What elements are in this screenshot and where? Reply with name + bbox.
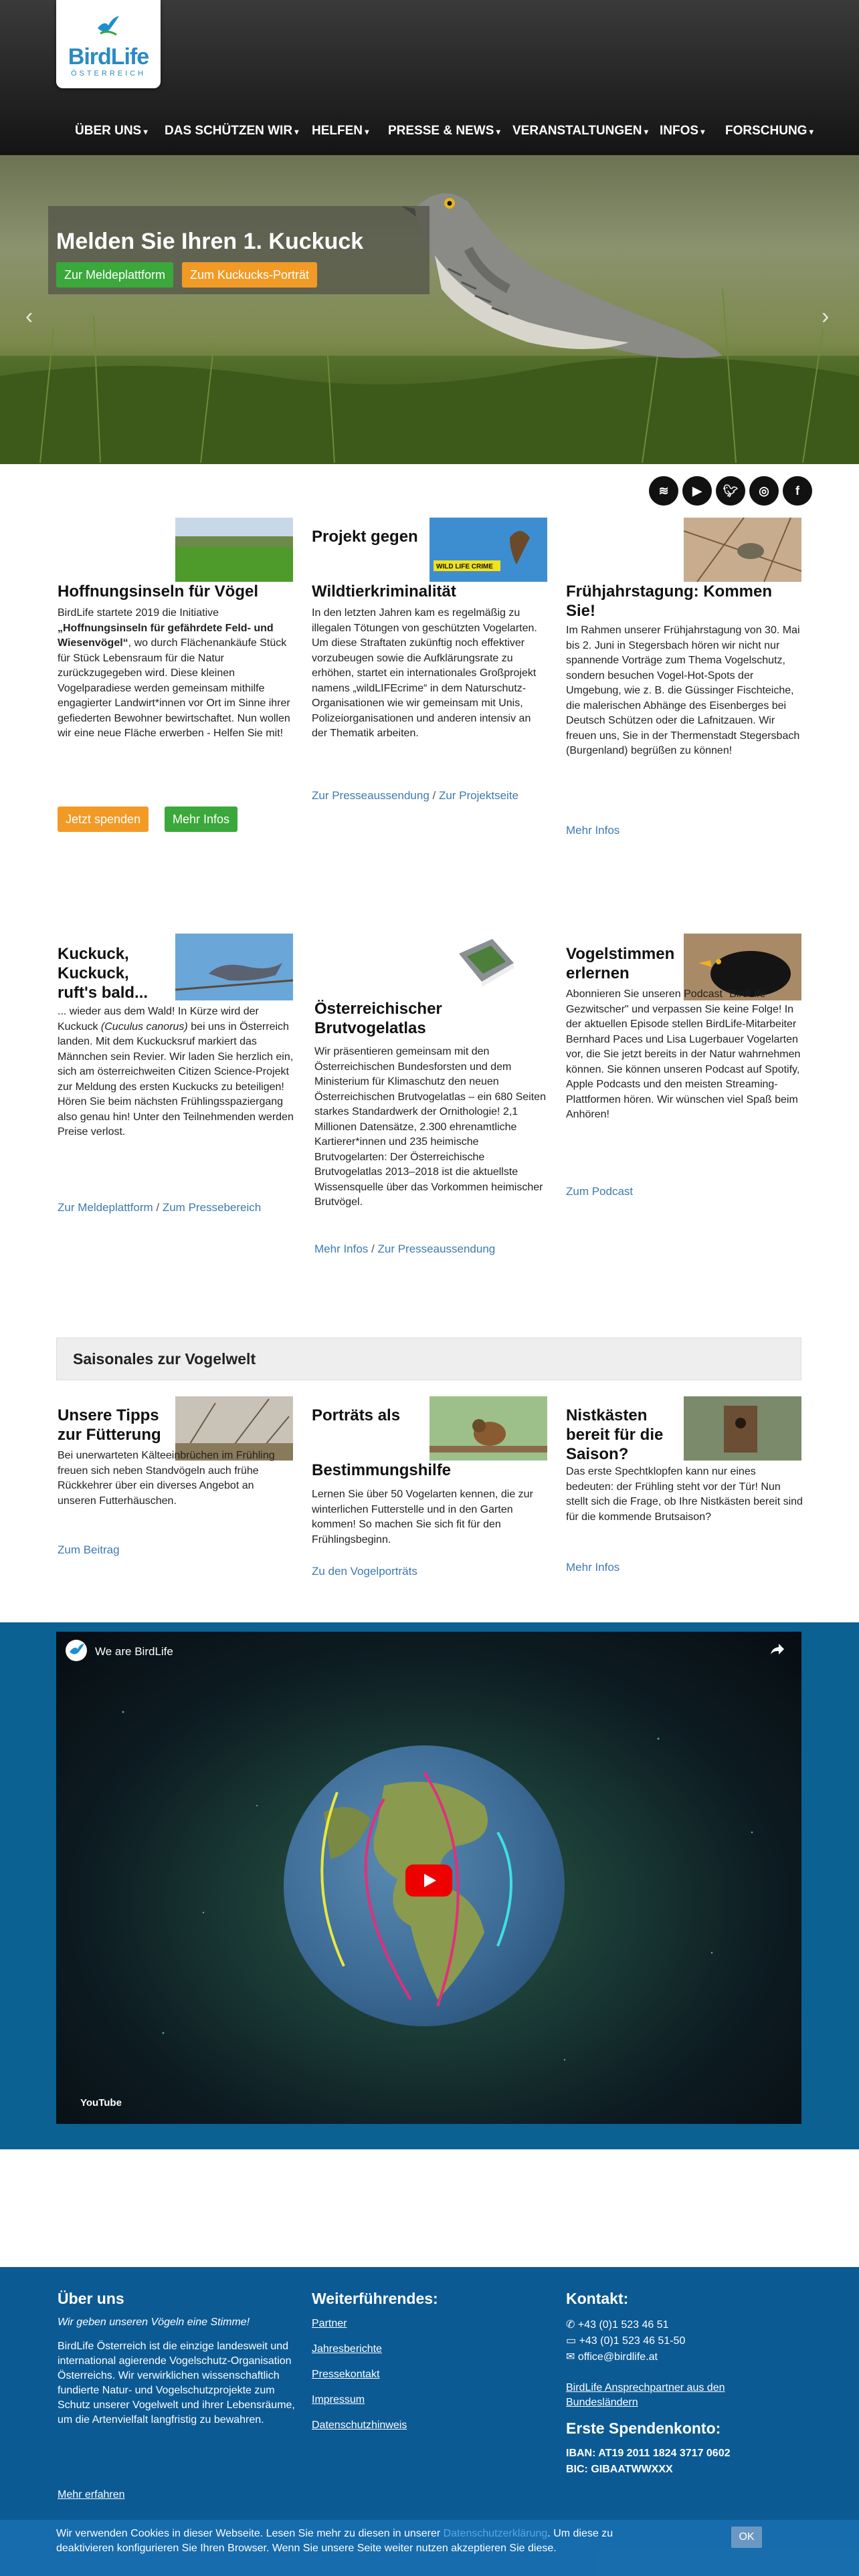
hero-title: Melden Sie Ihren 1. Kuckuck: [56, 229, 364, 254]
caret-down-icon: ▾: [141, 127, 148, 136]
privacy-link[interactable]: Datenschutzerklärung: [443, 2528, 548, 2539]
about-more-link[interactable]: Mehr erfahren: [58, 2489, 125, 2500]
bank-heading: Erste Spendenkonto:: [566, 2420, 721, 2437]
caret-down-icon: ▾: [698, 127, 705, 136]
phone-line: ✆ +43 (0)1 523 46 51: [566, 2319, 669, 2331]
sparrow-photo: [430, 1396, 547, 1461]
card-text: Im Rahmen unserer Frühjahrstagung von 30. Mai bis 2. Juni in Stegersbach hören wir nicht nur spannende Vorträge zum Thema Vogelschutz, sondern besuchen Vogel-Hot-Spots der Umgebung, wie z. B. die Güssinger Fischteiche, die malerischen Abhänge des Eisenberges bei Deutsch Schützen oder die Lafnitzauen. Wir freuen uns, Sie in der Thermenstadt Stegersbach (Burgenland) begrüßen zu können!: [566, 625, 800, 756]
facebook-icon[interactable]: f: [783, 476, 812, 506]
atlas-book-photo: [452, 934, 519, 994]
card-links: Zur Meldeplattform / Zum Pressebereich: [58, 1201, 262, 1214]
email-line[interactable]: ✉ office@birdlife.at: [566, 2351, 658, 2363]
card-text: Wir präsentieren gemeinsam mit den Österreichischen Bundesforsten und dem Ministerium für Klimaschutz den neuen Österreichischen Brutvogelatlas – ein 680 Seiten starkes Standardwerk der Ornithologie! 2,1 Millionen Datensätze, 2.300 ehrenamtliche Kartierer*innen und 235 heimische Brutvogelarten: Der Österreichische Brutvogelatlas 2013–2018 ist die aktuellste Wissensquelle über das Vorkommen heimischer Brutvögel.: [314, 1046, 546, 1208]
youtube-logo[interactable]: YouTube: [80, 2097, 122, 2109]
donate-button[interactable]: Jetzt spenden: [58, 807, 149, 832]
saisonal-heading-bar: [56, 1337, 801, 1380]
about-text: BirdLife Österreich ist die einzige landesweit und international agierende Vogelschutz-Organisation Österreichs. Wir verwirklichen wissenschaftlich fundierte Natur- und Vogelschutzprojekte zum Schutz unserer Vogelwelt und ihrer Lebensräume, um die Artenvielfalt langfristig zu bewahren.: [58, 2341, 295, 2426]
mail-icon: ✉: [566, 2351, 578, 2363]
card-text: Bei unerwarteten Kälteeinbrüchen im Frühling freuen sich neben Standvögeln auch frühe Rückkehrer über ein diverses Angebot an unseren Futterhäuschen.: [58, 1450, 275, 1507]
nav-item-6[interactable]: FORSCHUNG ▾: [725, 124, 814, 138]
cuckoo-thumb: [175, 934, 293, 1000]
card-text: BirdLife startete 2019 die Initiative „Hoffnungsinseln für gefährdete Feld- und Wiesenvögel“, wo durch Flächenankäufe Stück für Stück Lebensraum für die Natur zurückzugegeben wird. Diese kleinen Vogelparadiese werden gemeinsam mithilfe engagierter Landwirt*innen vor Ort im Sinne ihrer gefiederten Bewohner bewirtschaftet. Nun wollen wir eine neue Fläche erwerben - Helfen Sie mit!: [58, 607, 290, 739]
card-title: Kuckuck, Kuckuck, ruft's bald...: [58, 945, 149, 1002]
cookie-text: Wir verwenden Cookies in dieser Webseite. Lesen Sie mehr zu diesen in unserer Datenschutzerklärung. Um diese zu deaktivieren konfigurieren Sie Ihren Browser. Wenn Sie unsere Seite weiter nutzen akzeptieren Sie diese.: [56, 2528, 613, 2554]
caret-down-icon: ▾: [642, 127, 648, 136]
hero-slider: [0, 155, 859, 464]
footer-link-impressum[interactable]: Impressum: [312, 2394, 365, 2405]
more-info-button[interactable]: Mehr Infos: [165, 807, 237, 832]
logo[interactable]: [56, 0, 161, 88]
card-links: Zur Presseaussendung / Zur Projektseite: [312, 789, 518, 802]
bird-branch-photo: [684, 518, 801, 582]
hero-panel: [48, 206, 430, 294]
bird-logo-icon: [96, 15, 120, 37]
card-links: Mehr Infos / Zur Presseaussendung: [314, 1243, 496, 1255]
nav-item-2[interactable]: HELFEN ▾: [312, 124, 369, 138]
youtube-video[interactable]: [56, 1632, 801, 2124]
fax-icon: ▭: [566, 2335, 579, 2347]
project-link[interactable]: Zur Projektseite: [438, 789, 518, 802]
card-text: Abonnieren Sie unseren Podcast "BirdLife Gezwitscher" und verpassen Sie keine Folge! In der aktuellen Episode stellen BirdLife-Mitarbeiter Bernhard Paces und Lisa Lugerbauer Vogelarten vor, die Sie jetzt bereits in der Natur wahrnehmen können. Sie können unseren Podcast auf Spotify, Apple Podcasts und den meisten Streaming-Plattformen hören. Wir wünschen viel Spaß beim Anhören!: [566, 988, 801, 1120]
nav-item-3[interactable]: PRESSE & NEWS ▾: [388, 124, 500, 138]
more-info-link[interactable]: Mehr Infos: [314, 1243, 369, 1255]
footer-link-jahresberichte[interactable]: Jahresberichte: [312, 2343, 382, 2355]
more-info-link[interactable]: Mehr Infos: [566, 1561, 620, 1574]
footer-link-pressekontakt[interactable]: Pressekontakt: [312, 2369, 380, 2380]
card-title: Hoffnungsinseln für Vögel: [58, 582, 258, 601]
card-title: Vogelstimmen erlernen: [566, 945, 675, 982]
cuckoo-photo: [0, 155, 859, 464]
pressebereich-link[interactable]: Zum Pressebereich: [162, 1201, 262, 1214]
meldeplattform-link[interactable]: Zur Meldeplattform: [58, 1201, 153, 1214]
hero-meldeplattform-button[interactable]: Zur Meldeplattform: [56, 262, 173, 288]
twitter-icon[interactable]: 🐦︎: [716, 476, 745, 506]
contact-heading: Kontakt:: [566, 2290, 629, 2307]
play-icon[interactable]: [405, 1864, 452, 1897]
article-link[interactable]: Zum Beitrag: [58, 1543, 120, 1556]
meadow-photo: [175, 518, 293, 582]
slider-next-icon[interactable]: ›: [822, 304, 830, 329]
card-title: Wildtierkriminalität: [312, 582, 456, 601]
more-info-link[interactable]: Mehr Infos: [566, 824, 620, 837]
wildlife-crime-badge: WILD LIFE CRIME: [436, 563, 493, 570]
cookie-banner: [0, 2520, 859, 2576]
card-text: Lernen Sie über 50 Vogelarten kennen, die zur winterlichen Futterstelle und in den Garten kommen! So machen Sie sich fit für den Frühlingsbeginn.: [312, 1489, 533, 1545]
instagram-icon[interactable]: ◎: [749, 476, 779, 506]
footer-link-partner[interactable]: Partner: [312, 2318, 347, 2329]
card-text: In den letzten Jahren kam es regelmäßig zu illegalen Tötungen von geschützten Vogelarten. Um diese Straftaten zukünftig noch effektiver vorzubeugen sowie die Aufklärungsrate zu erhöhen, startet ein internationales Großprojekt namens „wildLIFEcrime“ in dem Naturschutz-Organisationen wie wir gemeinsam mit Unis, Polizeiorganisationen und anderen intensiv an der Thematik arbeiten.: [312, 607, 537, 739]
card-title: Bestimmungshilfe: [312, 1461, 452, 1479]
logo-name: BirdLife: [68, 44, 149, 70]
video-title[interactable]: We are BirdLife: [95, 1645, 173, 1658]
nav-item-0[interactable]: ÜBER UNS ▾: [75, 124, 148, 138]
caret-down-icon: ▾: [494, 127, 500, 136]
bic: BIC: GIBAATWWXXX: [566, 2464, 673, 2475]
section-heading: Saisonales zur Vogelwelt: [73, 1350, 256, 1368]
hero-portrait-button[interactable]: Zum Kuckucks-Porträt: [182, 262, 317, 288]
nestbox-photo: [684, 1396, 801, 1461]
press-link[interactable]: Zur Presseaussendung: [377, 1243, 496, 1255]
slider-prev-icon[interactable]: ‹: [25, 304, 33, 329]
press-link[interactable]: Zur Presseaussendung: [312, 789, 430, 802]
site-header: [0, 0, 859, 155]
card-title: Österreichischer Brutvogelatlas: [314, 1000, 442, 1037]
caret-down-icon: ▾: [807, 127, 814, 136]
video-section: [0, 1622, 859, 2149]
wildlife-crime-photo: [430, 518, 547, 582]
fax-line: ▭ +43 (0)1 523 46 51-50: [566, 2335, 686, 2347]
partner-regions-link[interactable]: BirdLife Ansprechpartner aus den Bundesländern: [566, 2382, 725, 2408]
card-title-part: Projekt gegen: [312, 528, 418, 546]
podcast-link[interactable]: Zum Podcast: [566, 1185, 634, 1198]
nav-item-1[interactable]: DAS SCHÜTZEN WIR ▾: [165, 124, 299, 138]
nav-item-5[interactable]: INFOS ▾: [660, 124, 705, 138]
caret-down-icon: ▾: [363, 127, 369, 136]
youtube-icon[interactable]: ▶: [682, 476, 712, 506]
channel-avatar-icon[interactable]: [66, 1640, 87, 1661]
cookie-ok-button[interactable]: OK: [731, 2527, 762, 2548]
footer-link-datenschutz[interactable]: Datenschutzhinweis: [312, 2420, 407, 2431]
card-title: Nistkästen bereit für die Saison?: [566, 1406, 664, 1463]
about-slogan: Wir geben unseren Vögeln eine Stimme!: [58, 2317, 250, 2328]
about-heading: Über uns: [58, 2290, 124, 2307]
card-text: ... wieder aus dem Wald! In Kürze wird der Kuckuck (Cuculus canorus) bei uns in Österreich landen. Mit dem Kuckucksruf markiert das Männchen sein Revier. Wir laden Sie herzlich ein, sich am österreichweiten Citizen Science-Projekt zur Meldung des ersten Kuckucks zu beteiligen! Hören Sie beim nächsten Frühlingsspaziergang also genau hin! Unter den Teilnehmenden werden Preise verlost.: [58, 1006, 294, 1138]
phone-icon: ✆: [566, 2319, 578, 2331]
links-heading: Weiterführendes:: [312, 2290, 438, 2307]
share-icon[interactable]: [769, 1642, 785, 1656]
logo-sub: ÖSTERREICH: [70, 70, 147, 78]
card-title-part: Porträts als: [312, 1406, 401, 1424]
caret-down-icon: ▾: [292, 127, 299, 136]
card-title: Unsere Tipps zur Fütterung: [58, 1406, 161, 1444]
portraits-link[interactable]: Zu den Vogelporträts: [312, 1565, 417, 1578]
card-text: Das erste Spechtklopfen kann nur eines bedeuten: der Frühling steht vor der Tür! Nun stellt sich die Frage, ob Ihre Nistkästen bereit sind für die kommende Brutsaison?: [566, 1466, 803, 1523]
main-nav: [0, 124, 859, 142]
spotify-icon[interactable]: ≋: [649, 476, 678, 506]
iban: IBAN: AT19 2011 1824 3717 0602: [566, 2448, 731, 2459]
card-title: Frühjahrstagung: Kommen Sie!: [566, 582, 773, 620]
nav-item-4[interactable]: VERANSTALTUNGEN ▾: [512, 124, 648, 138]
